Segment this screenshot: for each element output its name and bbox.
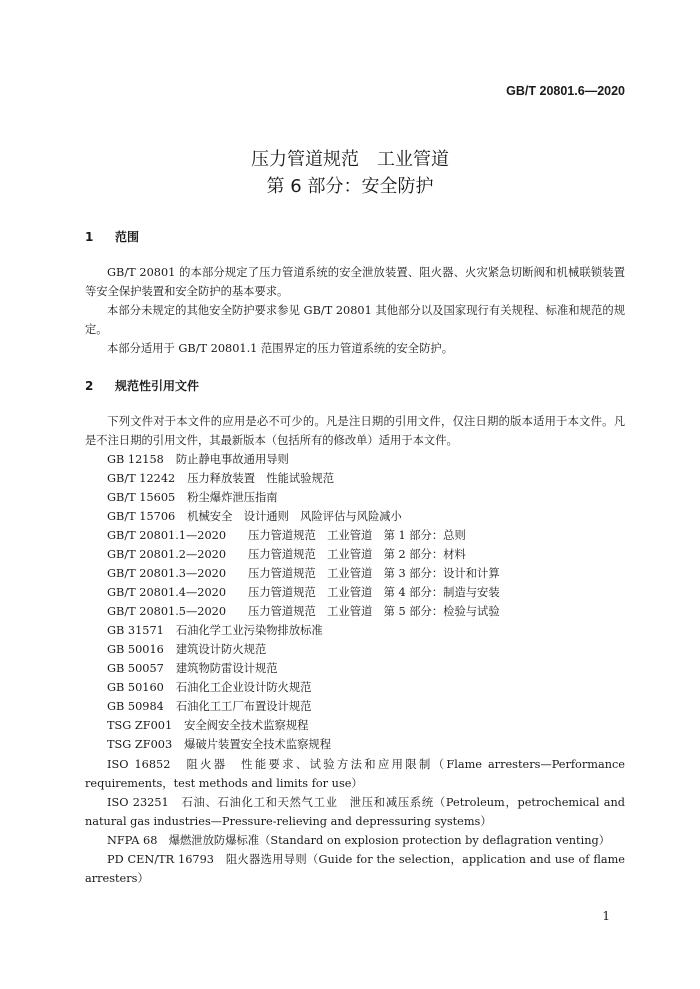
reference-item: GB/T 12242 压力释放装置 性能试验规范 [107,472,335,485]
scope-paragraph-1: GB/T 20801 的本部分规定了压力管道系统的安全泄放装置、阻火器、火灾紧急切断阀和机械联锁装置等安全保护装置和安全防护的基本要求。 [85,266,625,298]
section-number: 1 [85,230,94,244]
reference-item: GB/T 20801.1—2020 压力管道规范 工业管道 第 1 部分：总则 [107,529,466,542]
scope-paragraph-2: 本部分未规定的其他安全防护要求参见 GB/T 20801 其他部分以及国家现行有关规程、标准和规范的规定。 [85,304,625,336]
reference-item: GB 50016 建筑设计防火规范 [107,643,267,656]
reference-item-long: PD CEN/TR 16793 阻火器选用导则（Guide for the selection，application and use of flame arresters） [85,853,625,885]
reference-item: GB/T 20801.4—2020 压力管道规范 工业管道 第 4 部分：制造与安装 [107,586,500,599]
reference-item: GB 50984 石油化工工厂布置设计规范 [107,700,312,713]
reference-item-long: ISO 23251 石油、石油化工和天然气工业 泄压和减压系统（Petroleum，petrochemical and natural gas industries—Pressure-relieving and depressuring systems） [85,796,625,828]
reference-item: GB/T 20801.5—2020 压力管道规范 工业管道 第 5 部分：检验与试验 [107,605,500,618]
standard-id: GB/T 20801.6—2020 [506,84,625,98]
refs-intro-paragraph: 下列文件对于本文件的应用是必不可少的。凡是注日期的引用文件，仅注日期的版本适用于本文件。凡是不注日期的引用文件，其最新版本（包括所有的修改单）适用于本文件。 [85,415,625,447]
reference-item-long: NFPA 68 爆燃泄放防爆标准（Standard on explosion protection by deflagration venting） [107,834,610,847]
section-1-heading [85,228,139,245]
reference-item: TSG ZF003 爆破片装置安全技术监察规程 [107,738,332,751]
reference-item: GB 31571 石油化学工业污染物排放标准 [107,624,323,637]
doc-title-line1: 压力管道规范 工业管道 [251,149,449,170]
section-2-heading [85,377,199,394]
reference-item: GB/T 15605 粉尘爆炸泄压指南 [107,491,278,504]
reference-item: GB 50160 石油化工企业设计防火规范 [107,681,312,694]
reference-item: GB 50057 建筑物防雷设计规范 [107,662,278,675]
reference-item: GB/T 20801.3—2020 压力管道规范 工业管道 第 3 部分：设计和计算 [107,567,500,580]
page-number: 1 [602,909,610,923]
reference-item: TSG ZF001 安全阀安全技术监察规程 [107,719,309,732]
reference-item-long: ISO 16852 阻火器 性能要求、试验方法和应用限制（Flame arresters—Performance requirements，test methods and limits for use） [85,758,625,790]
reference-item: GB 12158 防止静电事故通用导则 [107,453,289,466]
reference-item: GB/T 20801.2—2020 压力管道规范 工业管道 第 2 部分：材料 [107,548,466,561]
doc-title-line2: 第 6 部分：安全防护 [266,176,434,197]
section-title: 范围 [115,230,140,244]
section-title: 规范性引用文件 [115,379,200,393]
reference-item: GB/T 15706 机械安全 设计通则 风险评估与风险减小 [107,510,402,523]
scope-paragraph-3: 本部分适用于 GB/T 20801.1 范围界定的压力管道系统的安全防护。 [107,342,453,355]
section-number: 2 [85,379,94,393]
